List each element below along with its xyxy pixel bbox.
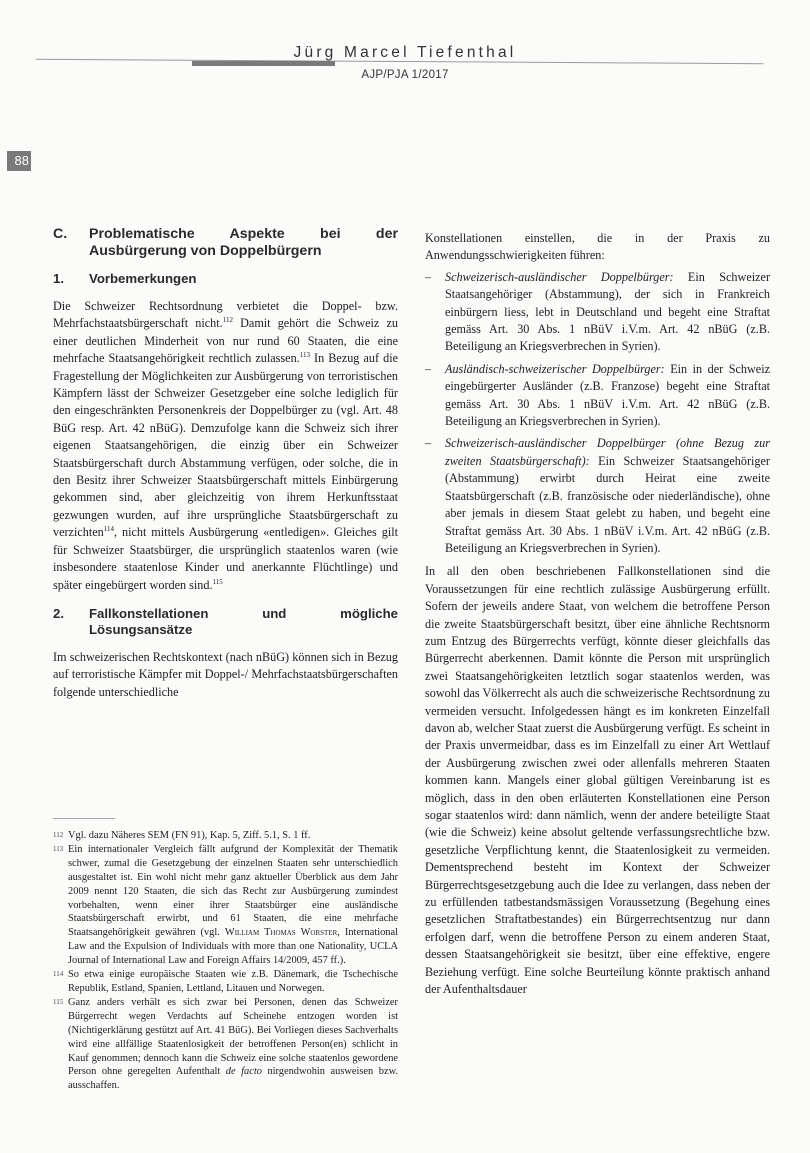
case-label: Ausländisch-schweizerischer Doppelbürger: (445, 361, 665, 376)
section-title: Problematische Aspekte bei der Ausbürgerung von Doppelbürgern (89, 226, 398, 259)
text-span: Damit gehört die Schweiz zu einer deutlichen Minderheit von nur rund 60 Staaten, die eine mehrfache Staatsangehörigkeit rechtlich zulassen. (53, 316, 398, 366)
text-span: , International Law and the Expulsion of Individuals with more than one Nationality, UCLA Journal of International Law and Foreign Affairs 14/2009, 457 ff.). (68, 927, 398, 967)
footnote-text (68, 843, 398, 968)
paragraph-fallkonstellationen-intro: Im schweizerischen Rechtskontext (nach nBüG) können sich in Bezug auf terroristische Kämpfer mit Doppel-/ Mehrfachstaatsbürgerschaften folgende unterschiedliche (53, 649, 398, 699)
subsection-number-2: 2. (53, 605, 64, 621)
case-item (425, 361, 770, 431)
case-label: Schweizerisch-ausländischer Doppelbürger: (445, 269, 674, 284)
footnote-rule (53, 818, 115, 819)
footnotes (53, 818, 398, 1093)
footnote-ref[interactable]: 114 (103, 525, 114, 534)
footnote-ref[interactable]: 113 (299, 351, 310, 360)
case-text (445, 361, 770, 431)
text-span: Die Schweizer Rechtsordnung verbietet die Doppel- bzw. Mehrfachstaatsbürgerschaft nicht. (53, 299, 398, 331)
dash-bullet-icon: – (425, 269, 432, 284)
paragraph-vorbemerkungen (53, 298, 398, 594)
paragraph-fallkonstellationen-cont: Konstellationen einstellen, die in der Praxis zu Anwendungsschwierigkeiten führen: (425, 231, 770, 263)
text-span: nirgendwohin ausweisen bzw. ausschaffen. (68, 1066, 398, 1092)
footnote-number: 112 (53, 831, 64, 839)
case-text (445, 269, 770, 356)
footnote-ref[interactable]: 112 (222, 316, 233, 325)
subsection-title-2: Fallkonstellationen und mögliche Lösungsansätze (89, 605, 398, 637)
footnote-text: Vgl. dazu Näheres SEM (FN 91), Kap. 5, Ziff. 5.1, S. 1 ff. (68, 830, 311, 841)
italic-term: de facto (225, 1066, 262, 1078)
footnote-text (68, 996, 398, 1093)
footnote-112 (53, 829, 398, 843)
subsection-number-1: 1. (53, 271, 64, 286)
footnote-114 (53, 968, 398, 996)
footnote-text: So etwa einige europäische Staaten wie z.B. Dänemark, die Tschechische Republik, Estland, Spanien, Lettland, Litauen und Norwegen. (68, 969, 398, 994)
text-span: Ganz anders verhält es sich zwar bei Personen, denen das Schweizer Bürgerrecht wegen Verdachts auf Scheinehe entzogen worden ist (Nichtigerklärung gestützt auf Art. 41 BüG). Bei Vorliegen dieses Sachverhalts wird eine allfällige Staatenlosigkeit der betroffenen Person(en) schlicht in Kauf genommen; dennoch kann die Schweiz eine solche staatenlos gewordene Person ohne geregelten Aufenthalt (68, 996, 398, 1078)
left-column (53, 226, 398, 701)
header-rule-accent (192, 61, 335, 66)
footnote-number: 114 (53, 970, 64, 979)
text-span: In Bezug auf die Fragestellung der Möglichkeiten zur Ausbürgerung von terroristischen Kämpfern lässt der Schweizer Gesetzgeber eine solche lediglich für den eingeschränkten Personenkreis der Doppelbürger zu (vgl. Art. 48 BüG resp. Art. 42 nBüG). Demzufolge kann die Schweiz sich ihrer eigenen Staatsangehörigen, die einzig über ein Schweizer Staatsbürgerschaft durch Abstammung verfügen, oder solche, die in den Besitz ihrer Schweizer Staatsbürgerschaft mittels Einbürgerung gekommen sind, aber gleichzeitig von ihrem Herkunftsstaat gezwungen wurden, auf ihre ursprüngliche Staatsbürgerschaft zu verzichten (53, 351, 398, 540)
text-span: Ein in der Schweiz eingebürgerter Ausländer (z.B. Franzose) begeht eine Straftat gemäss Art. 30 Abs. 1 nBüV i.V.m. Art. 42 nBüG (z.B. Beteiligung an Kriegsverbrechen in Syrien). (445, 361, 770, 429)
footnote-113 (53, 843, 398, 968)
footnote-ref[interactable]: 115 (212, 577, 223, 586)
footnote-number: 115 (53, 997, 64, 1006)
text-span: Ein Schweizer Staatsangehöriger (Abstammung), der sich in Frankreich einbürgern liess, lebt in Deutschland und begeht eine Straftat gemäss Art. 30 Abs. 1 nBüV i.V.m. Art. 42 nBüG (z.B. Beteiligung an Kriegsverbrechen in Syrien). (445, 269, 770, 354)
text-span: Ein internationaler Vergleich fällt aufgrund der Komplexität der Thematik schwer, zumal die Gesetzgebung der einzelnen Staaten sehr unterschiedlich ausgestaltet ist. Ein wohl nicht mehr ganz aktueller Überblick aus dem Jahr 2009 nennt 120 Staaten, die sich das Recht zur Ausbürgerung zumindest vorbehalten, wenn einer ihrer Staatsbürger eine ausländische Staatsbürgerschaft erwirbt, und 61 Staaten, die eine mehrfache Staatsangehörigkeit gewähren (vgl. (68, 843, 398, 939)
header-author: Jürg Marcel Tiefenthal (293, 44, 517, 61)
text-span: , nicht mittels Ausbürgerung «entledigen». Gleiches gilt für Schweizer Staatsbürger, die ursprünglich staatenlos waren (wie insbesondere staatenlose Kinder und anerkannte Flüchtlinge) und später eingebürgert worden sind. (53, 525, 398, 592)
section-heading (53, 226, 398, 259)
case-item (425, 435, 770, 557)
text-span: Ein Schweizer Staatsangehöriger (Abstammung) erwirbt durch Heirat eine zweite Staatsbürgerschaft (z.B. französische oder niederländische), ohne aber jemals in diesem Staat gelebt zu haben, und begeht eine Straftat gemäss Art. 30 Abs. 1 nBüV i.V.m. Art. 42 nBüG (z.B. Beteiligung an Kriegsverbrechen in Syrien). (445, 453, 770, 555)
case-label: Schweizerisch-ausländischer Doppelbürger (ohne Bezug zur zweiten Staatsbürgerschaft): (445, 436, 770, 468)
header-journal: AJP/PJA 1/2017 (361, 69, 449, 81)
case-list (425, 269, 770, 558)
right-column (425, 230, 770, 998)
subsection-heading-2 (53, 606, 398, 638)
dash-bullet-icon: – (425, 361, 432, 376)
footnote-number: 113 (53, 844, 64, 853)
footnote-115 (53, 996, 398, 1093)
case-item (425, 269, 770, 356)
section-number: C. (53, 226, 68, 242)
dash-bullet-icon: – (425, 436, 432, 451)
subsection-title-1: Vorbemerkungen (89, 271, 197, 286)
cited-author: William Thomas Worster (224, 927, 338, 939)
subsection-heading-1 (53, 271, 398, 287)
paragraph-conclusion: In all den oben beschriebenen Fallkonstellationen sind die Voraussetzungen für eine rechtlich zulässige Ausbürgerung erfüllt. Sofern der jeweils andere Staat, von welchem die betroffene Person die zweite Staatsbürgerschaft besitzt, über eine ähnliche Rechtsnorm zum Entzug des Bürgerrechts verfügt, könnte dieser gleichfalls das Bürgerrecht aberkennen. Damit könnte die Person mit ursprünglich zwei Staatsangehörigkeiten letztlich sogar staatenlos werden, was sowohl das Völkerrecht als auch die schweizerische Rechtsordnung zu vermeiden versucht. Infolgedessen hängt es im konkreten Einzelfall davon ab, welcher Staat zuerst die Ausbürgerung verfügt. Es scheint in der Praxis unvermeidbar, dass es im Einzelfall zu einer Art Wettlauf der Ausbürgerung zwischen zwei oder allenfalls mehreren Staaten kommen kann. Mangels einer global gültigen Vereinbarung ist es möglich, dass in den oben erläuterten Konstellationen eine Person sogar staatenlos wird: dann nämlich, wenn der andere beteiligte Staat (wie die Schweiz) keine absolut geltende verfassungsrechtliche bzw. gesetzliche Verpflichtung kennt, die Staatenlosigkeit zu vermeiden. Dementsprechend besteht im Kontext der Schweizer Bürgerrechtsgesetzgebung auch die Idee zu verlangen, dass neben der zu erfüllenden tatbestandsmässigen Voraussetzung (Begehung eines gesetzlichen Straftatbestandes) ein Bürgerrechtsentzug nur dann erfolgen darf, wenn die betroffene Person zu einem anderen Staat, dessen Staatsangehörigkeit sie besitzt, über eine effektive, engere Beziehung verfügt. Eine solche Beurteilung könnte praktisch anhand der Aufenthaltsdauer (425, 564, 770, 997)
case-text (445, 435, 770, 557)
page-number: 88 (7, 151, 31, 171)
